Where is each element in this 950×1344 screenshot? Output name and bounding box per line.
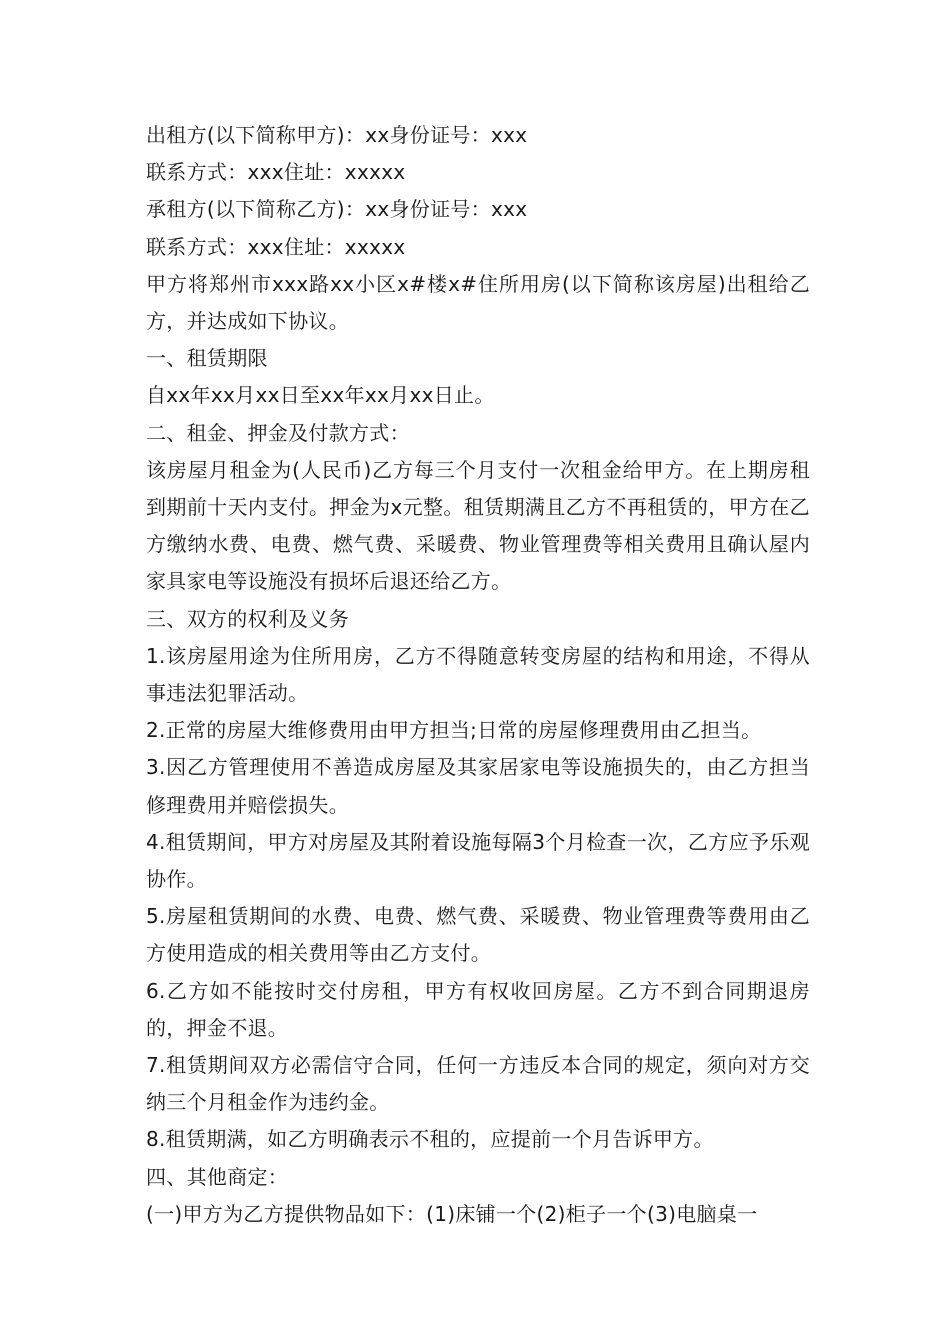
section-heading-rights: 三、双方的权利及义务 [146, 606, 349, 631]
clause-1: 1.该房屋用途为住所用房，乙方不得随意转变房屋的结构和用途，不得从事违法犯罪活动。 [146, 643, 810, 706]
clause-3: 3.因乙方管理使用不善造成房屋及其家居家电等设施损失的，由乙方担当修理费用并赔偿损失。 [146, 755, 810, 817]
lessor-contact: 联系方式：xxx住址：xxxxx [146, 160, 406, 185]
other-item-1: (一)甲方为乙方提供物品如下：(1)床铺一个(2)柜子一个(3)电脑桌一 [146, 1201, 758, 1226]
section-heading-rent: 二、租金、押金及付款方式： [146, 420, 410, 445]
lessor-info: 出租方(以下简称甲方)：xx身份证号：xxx [146, 123, 528, 147]
clause-7: 7.租赁期间双方必需信守合同，任何一方违反本合同的规定，须向对方交纳三个月租金作为违约金。 [146, 1053, 810, 1115]
lessee-info: 承租方(以下简称乙方)：xx身份证号：xxx [146, 197, 528, 222]
clause-8: 8.租赁期满，如乙方明确表示不租的，应提前一个月告诉甲方。 [146, 1127, 714, 1152]
section-heading-other: 四、其他商定： [146, 1164, 289, 1189]
clause-2: 2.正常的房屋大维修费用由甲方担当;日常的房屋修理费用由乙担当。 [146, 718, 762, 743]
agreement-intro: 甲方将郑州市xxx路xx小区x#楼x#住所用房(以下简称该房屋)出租给乙方，并达成如下协议。 [146, 271, 810, 334]
clause-5: 5.房屋租赁期间的水费、电费、燃气费、采暖费、物业管理费等费用由乙方使用造成的相关费用等由乙方支付。 [146, 904, 810, 966]
term-period: 自xx年xx月xx日至xx年xx月xx日止。 [146, 383, 495, 408]
clause-6: 6.乙方如不能按时交付房租，甲方有权收回房屋。乙方不到合同期退房的，押金不退。 [146, 978, 810, 1040]
rent-terms: 该房屋月租金为(人民币)乙方每三个月支付一次租金给甲方。在上期房租到期前十天内支付。押金为x元整。租赁期满且乙方不再租赁的，甲方在乙方缴纳水费、电费、燃气费、采暖费、物业管理费等相关费用且确认屋内家具家电等设施没有损坏后退还给乙方。 [146, 457, 810, 594]
section-heading-term: 一、租赁期限 [146, 346, 268, 371]
clause-4: 4.租赁期间，甲方对房屋及其附着设施每隔3个月检查一次，乙方应予乐观协作。 [146, 829, 810, 892]
contract-body [146, 117, 810, 1233]
lessee-contact: 联系方式：xxx住址：xxxxx [146, 234, 406, 259]
